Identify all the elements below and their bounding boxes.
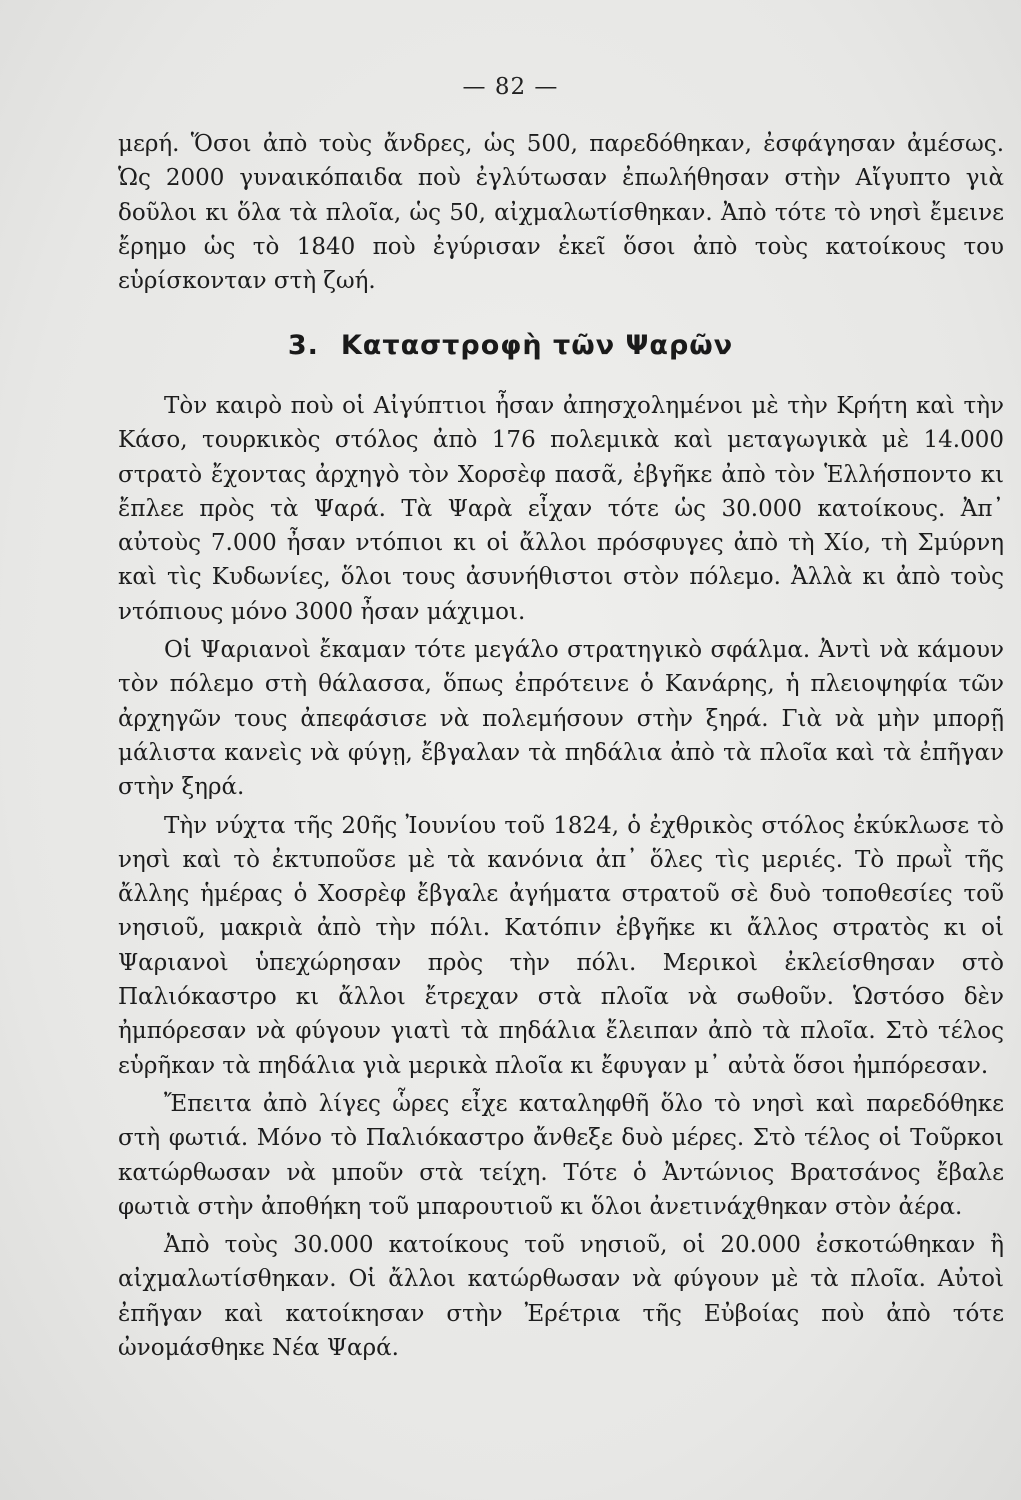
page-number: — 82 — [462,74,559,100]
paragraph: Ἀπὸ τοὺς 30.000 κατοίκους τοῦ νησιοῦ, οἱ 20.000 ἐσκοτώθηκαν ἢ αἰχμαλωτίσθηκαν. Οἱ ἄλλοι κατώρθωσαν νὰ φύγουν μὲ τὰ πλοῖα. Αὐτοὶ ἐπῆγαν καὶ κατοίκησαν στὴν Ἐρέτρια τῆς Εὐβοίας ποὺ ἀπὸ τότε ὠνομάσθηκε Νέα Ψαρά. [118,1232,1004,1362]
section-body [118,389,1004,1365]
section-title: Καταστροφὴ τῶν Ψαρῶν [340,330,734,361]
paragraph: Ἔπειτα ἀπὸ λίγες ὧρες εἶχε καταληφθῆ ὅλο τὸ νησὶ καὶ παρεδόθηκε στὴ φωτιά. Μόνο τὸ Παλιόκαστρο ἄνθεξε δυὸ μέρες. Στὸ τέλος οἱ Τοῦρκοι κατώρθωσαν νὰ μποῦν στὰ τείχη. Τότε ὁ Ἀντώνιος Βρατσάνος ἔβαλε φωτιὰ στὴν ἀποθήκη τοῦ μπαρουτιοῦ κι ὅλοι ἀνετινάχθηκαν στὸν ἀέρα. [118,1090,1004,1220]
intro-text-block [118,127,1004,298]
paragraph: Τὸν καιρὸ ποὺ οἱ Αἰγύπτιοι ἦσαν ἀπησχολημένοι μὲ τὴν Κρήτη καὶ τὴν Κάσο, τουρκικὸς στόλος ἀπὸ 176 πολεμικὰ καὶ μεταγωγικὰ μὲ 14.000 στρατὸ ἔχοντας ἀρχηγὸ τὸν Χορσὲφ πασᾶ, ἐβγῆκε ἀπὸ τὸν Ἑλλήσποντο κι ἔπλεε πρὸς τὰ Ψαρά. Τὰ Ψαρὰ εἶχαν τότε ὡς 30.000 κατοίκους. Ἀπ᾽ αὐτοὺς 7.000 ἦσαν ντόπιοι κι οἱ ἄλλοι πρόσφυγες ἀπὸ τὴ Χίο, τὴ Σμύρνη καὶ τὶς Κυδωνίες, ὅλοι τους ἀσυνήθιστοι στὸν πόλεμο. Ἀλλὰ κι ἀπὸ τοὺς ντόπιους μόνο 3000 ἦσαν μάχιμοι. [118,393,1004,625]
section-number: 3. [287,330,319,361]
paragraph: Τὴν νύχτα τῆς 20ῆς Ἰουνίου τοῦ 1824, ὁ ἐχθρικὸς στόλος ἐκύκλωσε τὸ νησὶ καὶ τὸ ἐκτυποῦσε μὲ τὰ κανόνια ἀπ᾽ ὅλες τὶς μεριές. Τὸ πρωῒ τῆς ἄλλης ἡμέρας ὁ Χοσρὲφ ἔβγαλε ἀγήματα στρατοῦ σὲ δυὸ τοποθεσίες τοῦ νησιοῦ, μακριὰ ἀπὸ τὴν πόλι. Κατόπιν ἐβγῆκε κι ἄλλος στρατὸς κι οἱ Ψαριανοὶ ὑπεχώρησαν πρὸς τὴν πόλι. Μερικοὶ ἐκλείσθησαν στὸ Παλιόκαστρο κι ἄλλοι ἔτρεχαν στὰ πλοῖα νὰ σωθοῦν. Ὡστόσο δὲν ἠμπόρεσαν νὰ φύγουν γιατὶ τὰ πηδάλια ἔλειπαν ἀπὸ τὰ πλοῖα. Στὸ τέλος εὑρῆκαν τὰ πηδάλια γιὰ μερικὰ πλοῖα κι ἔφυγαν μ᾽ αὐτὰ ὅσοι ἠμπόρεσαν. [118,812,1004,1079]
paragraph: Οἱ Ψαριανοὶ ἔκαμαν τότε μεγάλο στρατηγικὸ σφάλμα. Ἀντὶ νὰ κάμουν τὸν πόλεμο στὴ θάλασσα, ὅπως ἐπρότεινε ὁ Κανάρης, ἡ πλειοψηφία τῶν ἀρχηγῶν τους ἀπεφάσισε νὰ πολεμήσουν στὴν ξηρά. Γιὰ νὰ μὴν μπορῇ μάλιστα κανεὶς νὰ φύγῃ, ἔβγαλαν τὰ πηδάλια ἀπὸ τὰ πλοῖα καὶ τὰ ἐπῆγαν στὴν ξηρά. [118,637,1004,801]
section-heading [0,330,1021,361]
intro-paragraph: μερή. Ὅσοι ἀπὸ τοὺς ἄνδρες, ὡς 500, παρεδόθηκαν, ἐσφάγησαν ἀμέσως. Ὡς 2000 γυναικόπαιδα ποὺ ἐγλύτωσαν ἐπωλήθησαν στὴν Αἴγυπτο γιὰ δοῦλοι κι ὅλα τὰ πλοῖα, ὡς 50, αἰχμαλωτίσθηκαν. Ἀπὸ τότε τὸ νησὶ ἔμεινε ἔρημο ὡς τὸ 1840 ποὺ ἐγύρισαν ἐκεῖ ὅσοι ἀπὸ τοὺς κατοίκους του εὑρίσκονταν στὴ ζωή. [118,131,1004,295]
